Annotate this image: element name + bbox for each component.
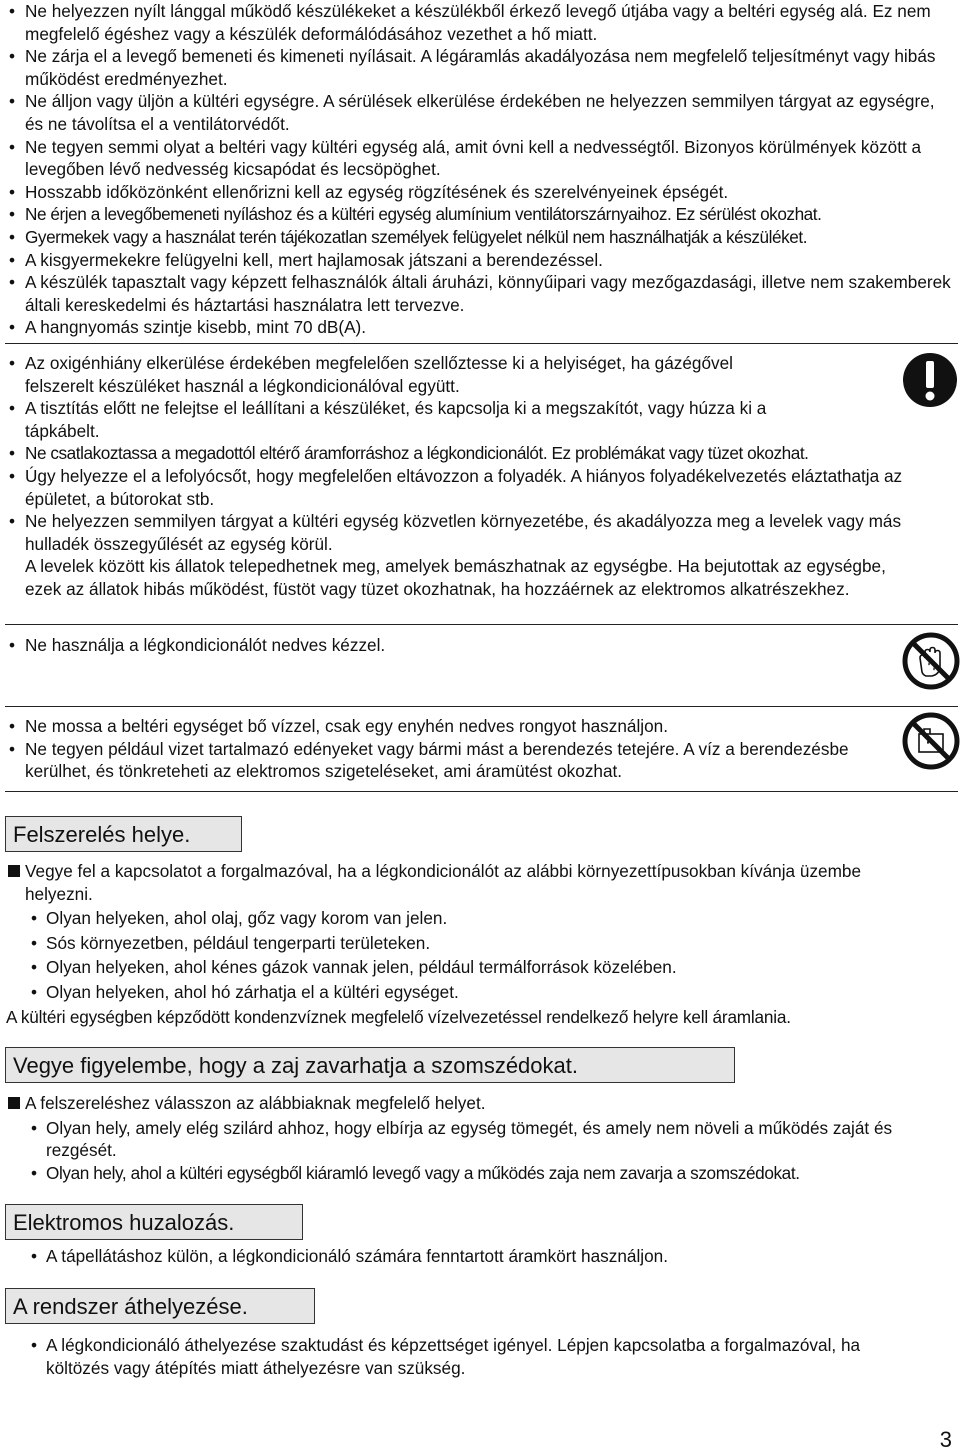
list-item: • A hangnyomás szintje kisebb, mint 70 dB(A). [0,316,955,339]
list-item: • Ne tegyen például vizet tartalmazó edényeket vagy bármi mást a berendezés tetejére. A víz a berendezésbe kerülhet, és tönkreteheti az elektromos szigeteléseket, ami áramütést okozhat. [0,738,895,783]
section-heading-noise: Vegye figyelembe, hogy a zaj zavarhatja a szomszédokat. [5,1047,735,1083]
list-item: • Olyan helyeken, ahol olaj, gőz vagy korom van jelen. [0,907,960,930]
divider [5,343,958,344]
no-wet-hands-icon [902,632,960,690]
section-heading-wiring: Elektromos huzalozás. [5,1204,303,1240]
divider [5,624,958,625]
note-text: A kültéri egységben képződött kondenzvíznek megfelelő vízelvezetéssel rendelkező helyre kell áramlania. [6,1006,791,1027]
list-item-continuation: A levelek között kis állatok telepedhetnek meg, amelyek bemászhatnak az egységbe. Ha bejutottak az egységbe, ezek az állatok hibás működést, füstöt vagy tüzet okozhatnak, ha hozzáérnek az elektromos alkatrészekhez. [25,556,886,599]
noise-section [0,1092,960,1184]
list-item: • Ne álljon vagy üljön a kültéri egységre. A sérülések elkerülése érdekében ne helyezzen semmilyen tárgyat az egységre, és ne távolítsa el a ventilátorvédőt. [0,90,955,135]
list-item: • A tisztítás előtt ne felejtse el leállítani a készüléket, és kapcsolja ki a megszakítót, vagy húzza ki a tápkábelt. [0,397,845,442]
list-item: • Ne helyezzen semmilyen tárgyat a kültéri egység közvetlen környezetébe, és akadályozza meg a levelek vagy más hulladék összegyűlését az egység körül. [0,510,905,555]
list-item: • Ne helyezzen nyílt lánggal működő készülékeket a készülékből érkező levegő útjába vagy a beltéri egység alá. Ez nem megfelelő égéshez vagy a készülék deformálódásához vezethet a hő miatt. [0,0,955,45]
precautions-list-2 [0,352,960,601]
list-item: • Ne csatlakoztassa a megadottól eltérő áramforráshoz a légkondicionálót. Ez problémákat vagy tüzet okozhat. [0,442,960,465]
divider [5,706,958,707]
precautions-list-3 [0,634,900,657]
list-item: • Hosszabb időközönként ellenőrizni kell az egység rögzítésének és szerelvényeinek épségét. [0,181,955,204]
wiring-section [0,1245,960,1268]
list-item: • Az oxigénhiány elkerülése érdekében megfelelően szellőztesse ki a helyiséget, ha gázégővel felszerelt készüléket használ a légkondicionálóval együtt. [0,352,785,397]
list-item: • A légkondicionáló áthelyezése szaktudást és képzettséget igényel. Lépjen kapcsolatba a forgalmazóval, ha költözés vagy átépítés miatt áthelyezésre van szükség. [0,1334,866,1379]
list-item: • Ne zárja el a levegő bemeneti és kimeneti nyílásait. A légáramlás akadályozása nem megfelelő teljesítményt vagy hibás működést eredményezhet. [0,45,955,90]
list-item: • Ne érjen a levegőbemeneti nyíláshoz és a kültéri egység alumínium ventilátorszárnyaihoz. Ez sérülést okozhat. [0,203,955,226]
list-item: • Ne mossa a beltéri egységet bő vízzel, csak egy enyhén nedves rongyot használjon. [0,715,900,738]
no-water-icon [902,712,960,770]
list-item: • A készülék tapasztalt vagy képzett felhasználók általi áruházi, könnyűipari vagy mezőgazdasági, illetve nem szakemberek általi kereskedelmi és háztartási használatra lett tervezve. [0,271,955,316]
intro-text: Vegye fel a kapcsolatot a forgalmazóval, ha a légkondicionálót az alábbi környezettípusokban kívánja üzembe helyezni. [0,860,905,905]
list-item: • Sós környezetben, például tengerparti területeken. [0,932,960,955]
relocation-section [0,1334,960,1379]
precautions-list-4 [0,715,900,783]
install-section [0,860,960,1028]
precautions-list-1 [0,0,955,339]
list-item: • Olyan hely, ahol a kültéri egységből kiáramló levegő vagy a működés zaja nem zavarja a szomszédokat. [0,1162,960,1185]
list-item: • A kisgyermekekre felügyelni kell, mert hajlamosak játszani a berendezéssel. [0,249,955,272]
divider [5,791,958,792]
list-item: • Olyan helyeken, ahol hó zárhatja el a kültéri egységet. [0,981,960,1004]
list-item: • A tápellátáshoz külön, a légkondicionáló számára fenntartott áramkört használjon. [0,1245,960,1268]
exclamation-icon [902,352,958,408]
section-heading-install: Felszerelés helye. [5,816,242,852]
list-item: • Gyermekek vagy a használat terén tájékozatlan személyek felügyelet nélkül nem használhatják a készüléket. [0,226,955,249]
list-item: • Olyan hely, amely elég szilárd ahhoz, hogy elbírja az egység tömegét, és amely nem növeli a működés zaját és rezgését. [0,1117,946,1162]
page-number: 3 [939,1427,952,1452]
list-item: • Ne használja a légkondicionálót nedves kézzel. [0,634,900,657]
list-item: • Olyan helyeken, ahol kénes gázok vannak jelen, például termálforrások közelében. [0,956,960,979]
list-item: • Úgy helyezze el a lefolyócsőt, hogy megfelelően eltávozzon a folyadék. A hiányos folyadékelvezetés eláztathatja az épületet, a bútorokat stb. [0,465,960,510]
list-item: • Ne tegyen semmi olyat a beltéri vagy kültéri egység alá, amit óvni kell a nedvességtől. Bizonyos körülmények között a levegőben lévő nedvesség kicsapódat és lecsöpöghet. [0,136,955,181]
section-heading-relocation: A rendszer áthelyezése. [5,1288,315,1324]
intro-text: A felszereléshez válasszon az alábbiaknak megfelelő helyet. [0,1092,960,1115]
